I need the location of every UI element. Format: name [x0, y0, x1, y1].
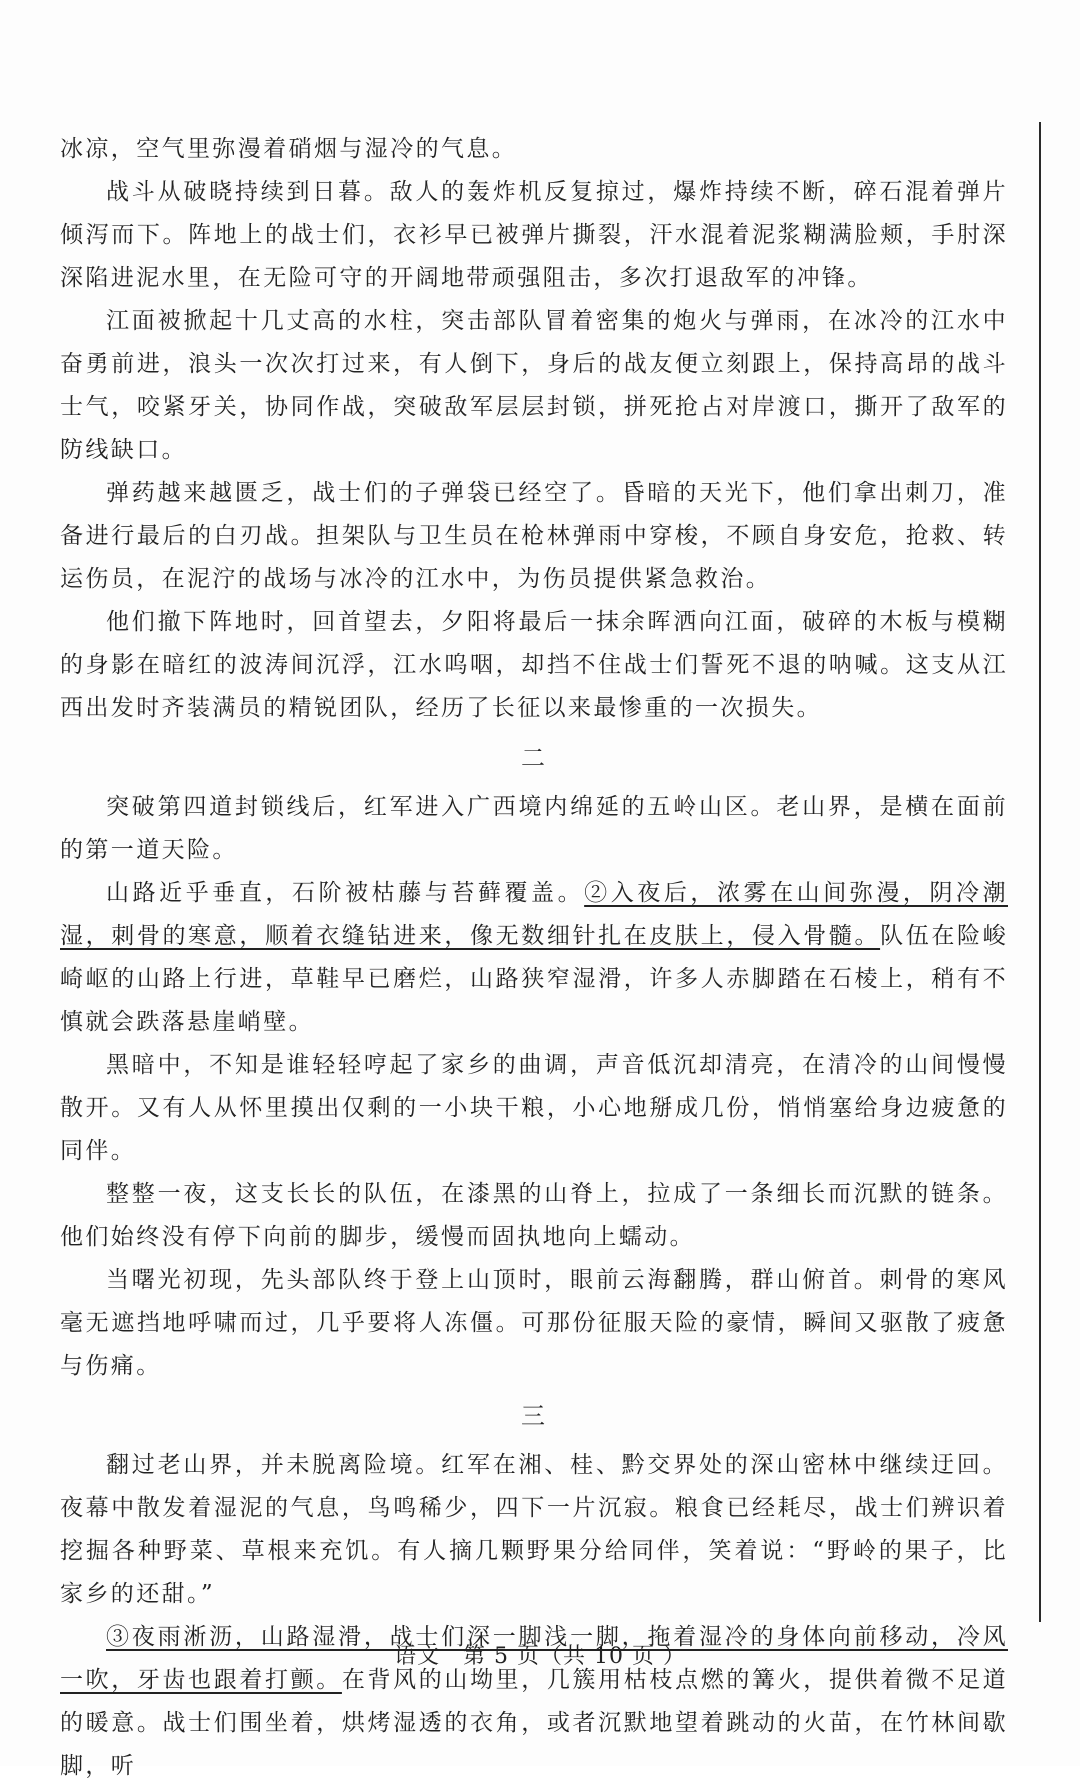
- paragraph-5: 突破第四道封锁线后，红军进入广西境内绵延的五岭山区。老山界，是横在面前的第一道天险。: [60, 794, 1008, 863]
- paragraph-1: 战斗从破晓持续到日暮。敌人的轰炸机反复掠过，爆炸持续不断，碎石混着弹片倾泻而下。阵地上的战士们，衣衫早已被弹片撕裂，汗水混着泥浆糊满脸颊，手肘深深陷进泥水里，在无险可守的开阔地带顽强阻击，多次打退敌军的冲锋。: [60, 179, 1008, 291]
- margin-rule: [1039, 122, 1041, 1622]
- paragraph-3: 弹药越来越匮乏，战士们的子弹袋已经空了。昏暗的天光下，他们拿出刺刀，准备进行最后的白刃战。担架队与卫生员在枪林弹雨中穿梭，不顾自身安危，抢救、转运伤员，在泥泞的战场与冰冷的江水中，为伤员提供紧急救治。: [60, 480, 1008, 592]
- paragraph-6-rest: 队伍在险峻崎岖的山路上行进，草鞋早已磨烂，山路狭窄湿滑，许多人赤脚踏在石棱上，稍有不慎就会跌落悬崖峭壁。: [60, 923, 1008, 1035]
- paragraph-6-intro: 山路近乎垂直，石阶被枯藤与苔藓覆盖。: [106, 880, 585, 906]
- page-footer: 语文 第 5 页（共 10 页 ）: [394, 1644, 686, 1669]
- paragraph-11-rest: 在背风的山坳里，几簇用枯枝点燃的篝火，提供着微不足道的暖意。战士们围坐着，烘烤湿透的衣角，或者沉默地望着跳动的火苗，在竹林间歇脚，听: [60, 1667, 1008, 1779]
- paragraph-2: 江面被掀起十几丈高的水柱，突击部队冒着密集的炮火与弹雨，在冰冷的江水中奋勇前进，浪头一次次打过来，有人倒下，身后的战友便立刻跟上，保持高昂的战斗士气，咬紧牙关，协同作战，突破敌军层层封锁，拼死抢占对岸渡口，撕开了敌军的防线缺口。: [60, 308, 1008, 463]
- paragraph-10: 翻过老山界，并未脱离险境。红军在湘、桂、黔交界处的深山密林中继续迂回。夜幕中散发着湿泥的气息，鸟鸣稀少，四下一片沉寂。粮食已经耗尽，战士们辨识着挖掘各种野菜、草根来充饥。有人摘几颗野果分给同伴，笑着说：“野岭的果子，比家乡的还甜。”: [60, 1452, 1008, 1607]
- underlined-sentence-2: ②入夜后，浓雾在山间弥漫，阴冷潮湿，刺骨的寒意，顺着衣缝钻进来，像无数细针扎在皮肤上，侵入骨髓。: [60, 880, 1008, 949]
- paragraph-0: 冰凉，空气里弥漫着硝烟与湿冷的气息。: [60, 136, 518, 162]
- section-heading-3: 三: [521, 1402, 547, 1430]
- paragraph-9: 当曙光初现，先头部队终于登上山顶时，眼前云海翻腾，群山俯首。刺骨的寒风毫无遮挡地呼啸而过，几乎要将人冻僵。可那份征服天险的豪情，瞬间又驱散了疲惫与伤痛。: [60, 1267, 1008, 1379]
- paragraph-8: 整整一夜，这支长长的队伍，在漆黑的山脊上，拉成了一条细长而沉默的链条。他们始终没有停下向前的脚步，缓慢而固执地向上蠕动。: [60, 1181, 1008, 1250]
- section-heading-2: 二: [521, 744, 547, 772]
- underlined-sentence-3: ③夜雨淅沥，山路湿滑，战士们深一脚浅一脚，拖着湿冷的身体向前移动，冷风一吹，牙齿也跟着打颤。: [60, 1624, 1008, 1693]
- paragraph-6: [60, 872, 1008, 1044]
- passage-body: [60, 128, 1008, 1788]
- paragraph-4: 他们撤下阵地时，回首望去，夕阳将最后一抹余晖洒向江面，破碎的木板与模糊的身影在暗红的波涛间沉浮，江水呜咽，却挡不住战士们誓死不退的呐喊。这支从江西出发时齐装满员的精锐团队，经历了长征以来最惨重的一次损失。: [60, 609, 1008, 721]
- paragraph-7: 黑暗中，不知是谁轻轻哼起了家乡的曲调，声音低沉却清亮，在清冷的山间慢慢散开。又有人从怀里摸出仅剩的一小块干粮，小心地掰成几份，悄悄塞给身边疲惫的同伴。: [60, 1052, 1008, 1164]
